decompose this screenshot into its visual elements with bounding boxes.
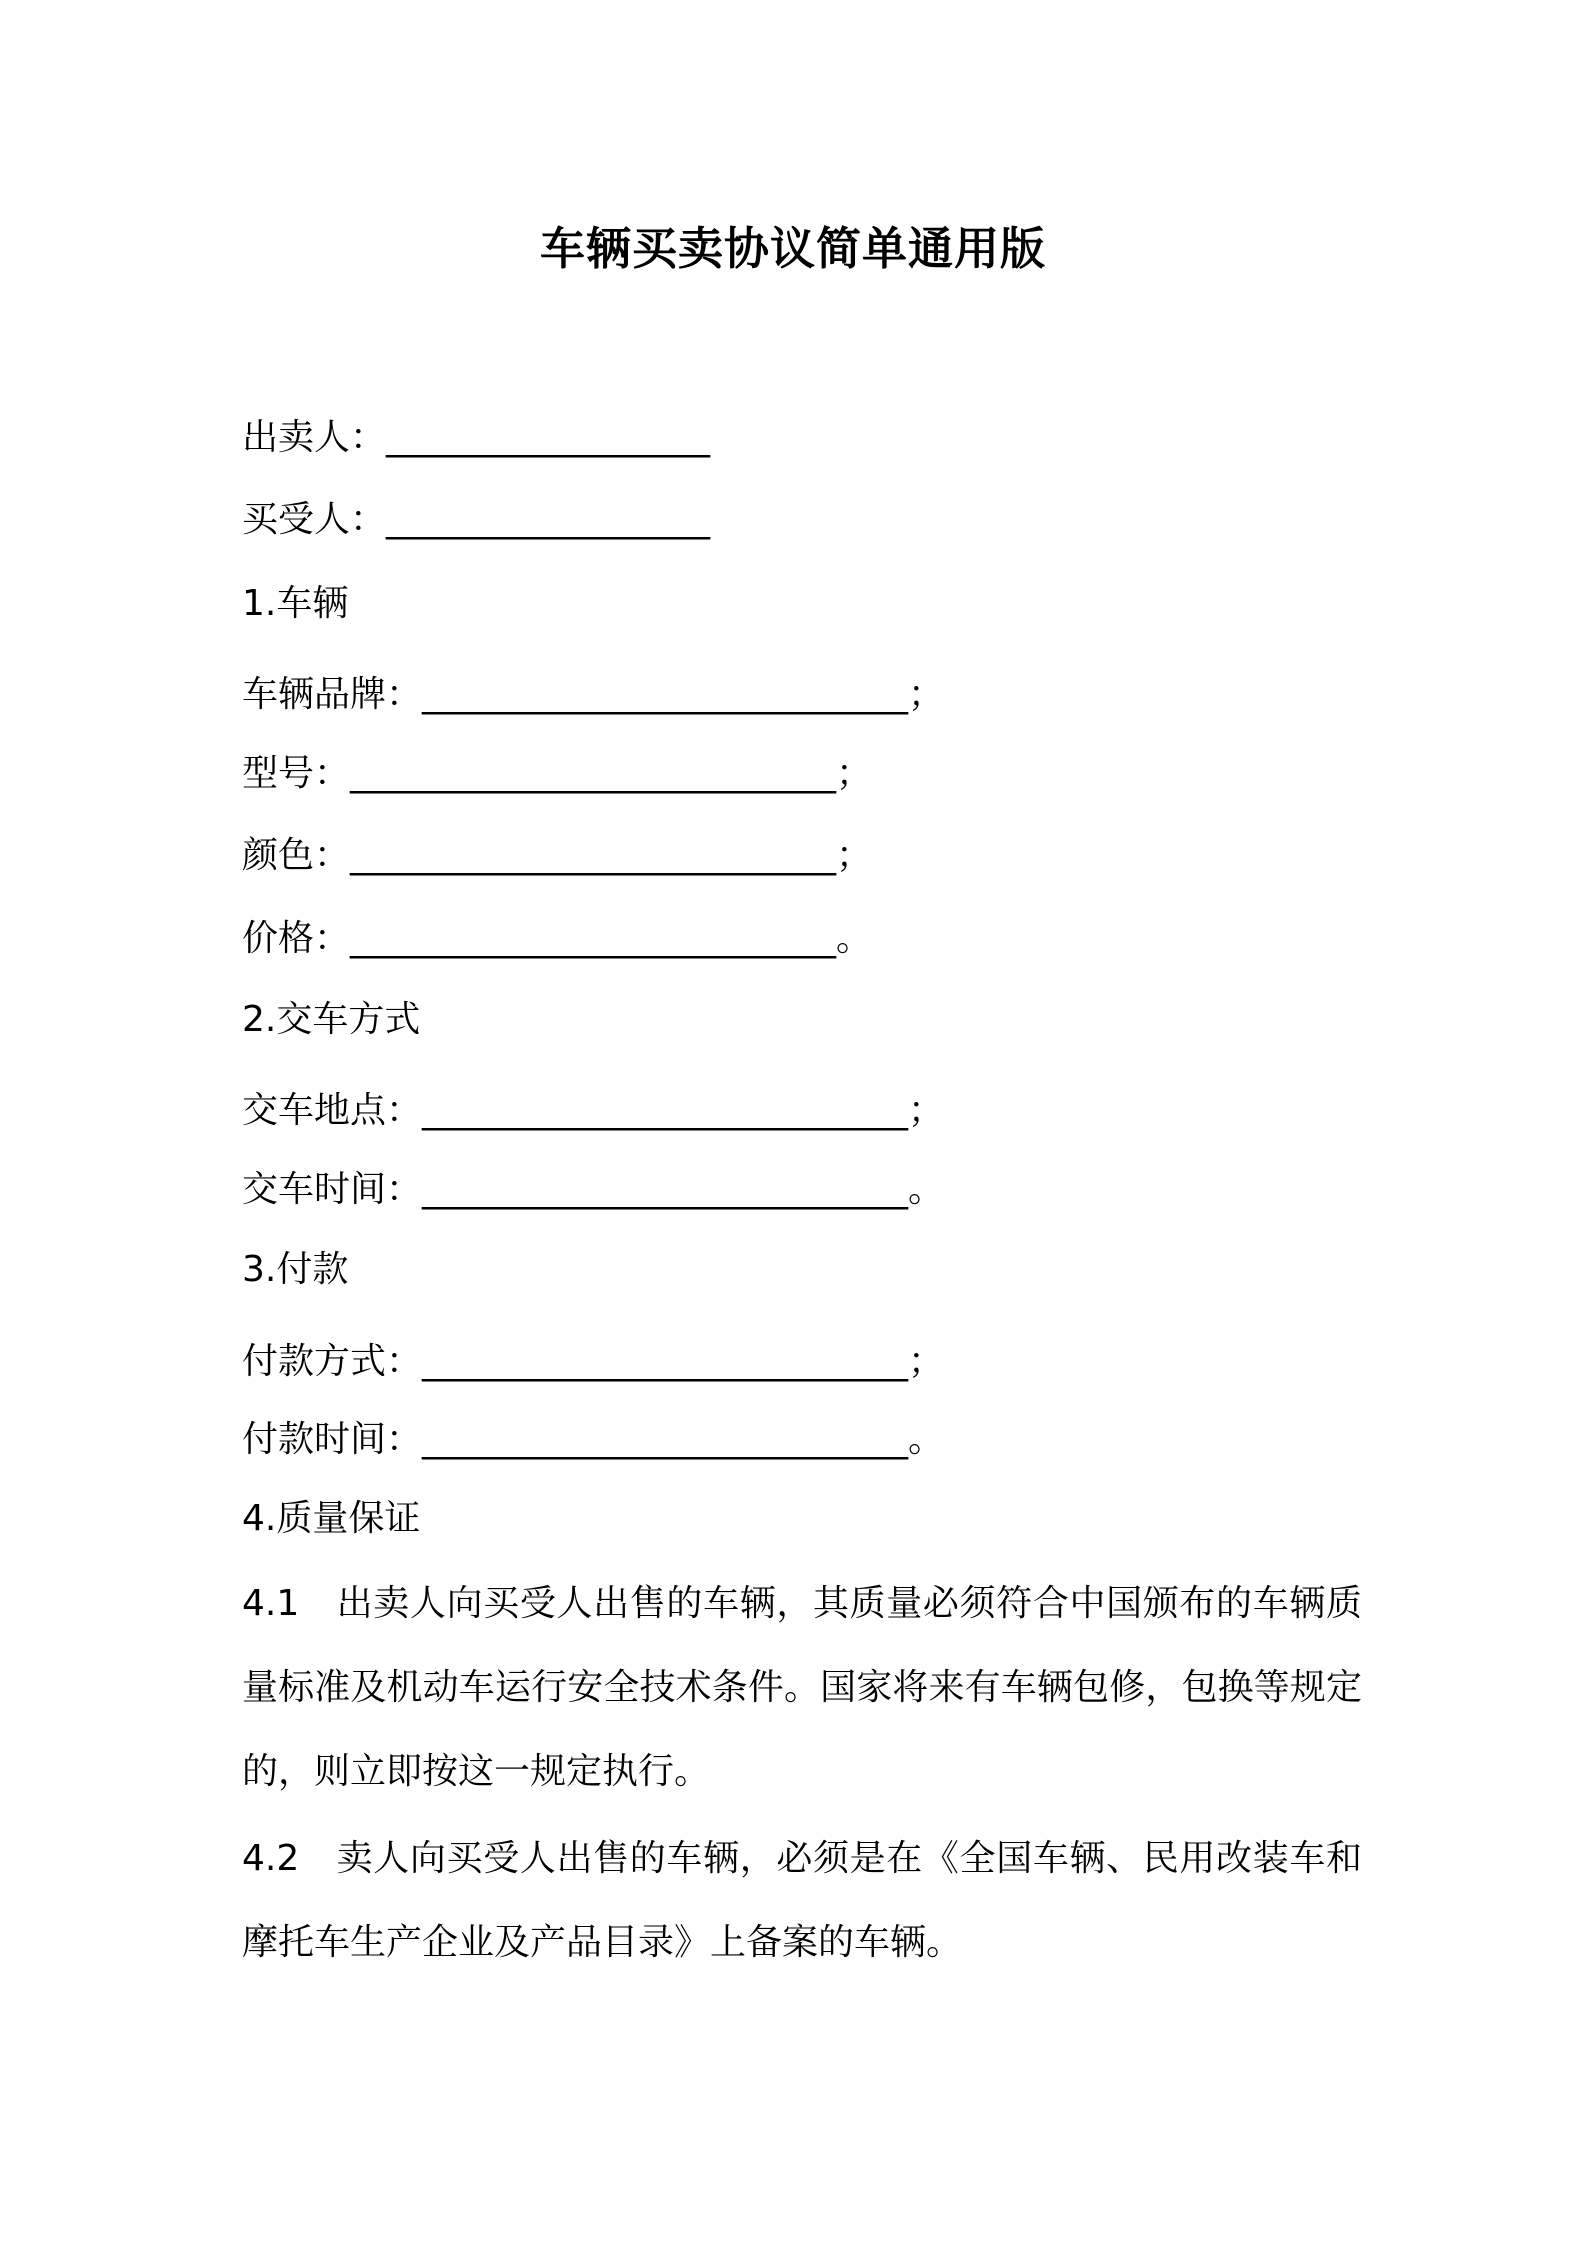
document-title: 车辆买卖协议简单通用版 — [539, 222, 1046, 275]
clause-text: 出卖人向买受人出售的车辆，其质量必须符合中国颁布的车辆质量标准及机动车运行安全技术条件。国家将来有车辆包修，包换等规定的，则立即按这一规定执行。 — [242, 1583, 1362, 1792]
delivery-time-line: 交车时间：___________________________。 — [242, 1169, 945, 1210]
seller-line: 出卖人：__________________ — [242, 417, 711, 458]
payment-time-line: 付款时间：___________________________。 — [242, 1419, 945, 1460]
vehicle-brand-line: 车辆品牌：___________________________； — [242, 674, 945, 715]
section-1-heading: 1.车辆 — [242, 583, 349, 624]
clause-number: 4.2 — [242, 1838, 300, 1879]
buyer-line: 买受人：__________________ — [242, 499, 711, 540]
clause-text: 卖人向买受人出售的车辆，必须是在《全国车辆、民用改装车和摩托车生产企业及产品目录》上备案的车辆。 — [242, 1838, 1362, 1963]
payment-method-line: 付款方式：___________________________； — [242, 1341, 945, 1382]
color-line: 颜色：___________________________； — [242, 835, 873, 876]
section-3-heading: 3.付款 — [242, 1249, 349, 1290]
clause-number: 4.1 — [242, 1583, 300, 1624]
clause-4-1 — [242, 1562, 1362, 1814]
section-4-heading: 4.质量保证 — [242, 1498, 421, 1539]
clause-4-2 — [242, 1817, 1362, 1985]
delivery-place-line: 交车地点：___________________________； — [242, 1090, 945, 1131]
section-2-heading: 2.交车方式 — [242, 999, 421, 1040]
price-line: 价格：___________________________。 — [242, 918, 873, 959]
model-line: 型号：___________________________； — [242, 753, 873, 794]
